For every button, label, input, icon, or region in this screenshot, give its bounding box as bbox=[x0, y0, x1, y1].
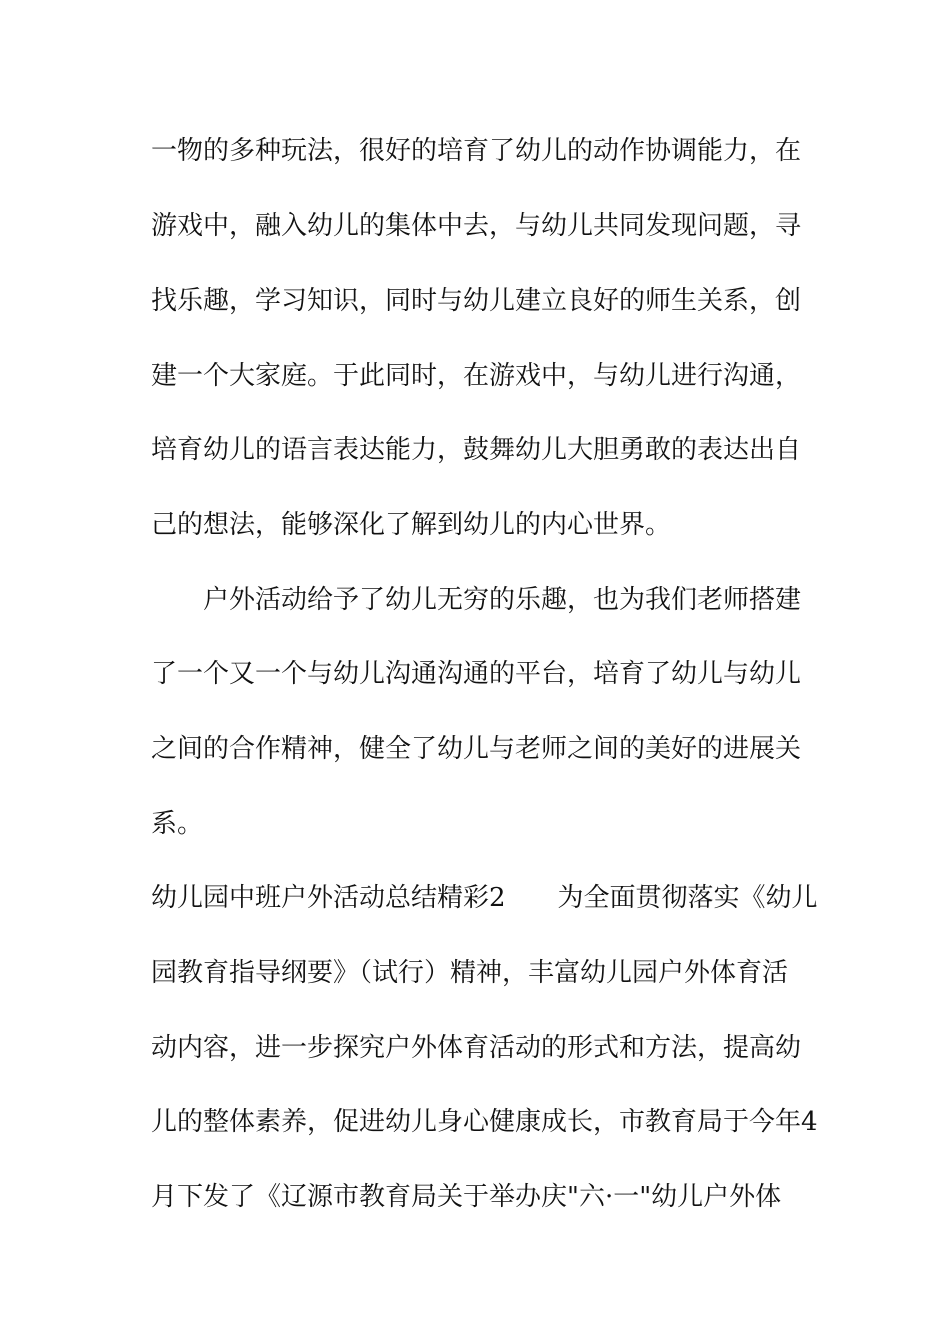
text-line-3: 找乐趣，学习知识，同时与幼儿建立良好的师生关系，创 bbox=[151, 286, 802, 316]
text-line-11: 幼儿园中班户外活动总结精彩2 为全面贯彻落实《幼儿 bbox=[151, 883, 818, 913]
text-line-2: 游戏中，融入幼儿的集体中去，与幼儿共同发现问题，寻 bbox=[151, 211, 802, 241]
text-line-15: 月下发了《辽源市教育局关于举办庆"六·一"幼儿户外体 bbox=[151, 1182, 782, 1212]
text-line-4: 建一个大家庭。于此同时，在游戏中，与幼儿进行沟通， bbox=[151, 361, 802, 391]
text-line-9: 之间的合作精神，健全了幼儿与老师之间的美好的进展关 bbox=[151, 734, 802, 764]
text-line-14: 儿的整体素养，促进幼儿身心健康成长，市教育局于今年4 bbox=[151, 1107, 818, 1137]
text-line-13: 动内容，进一步探究户外体育活动的形式和方法，提高幼 bbox=[151, 1033, 802, 1063]
text-line-5: 培育幼儿的语言表达能力，鼓舞幼儿大胆勇敢的表达出自 bbox=[151, 435, 802, 465]
text-line-10: 系。 bbox=[151, 809, 204, 839]
text-line-12: 园教育指导纲要》（试行）精神，丰富幼儿园户外体育活 bbox=[151, 958, 789, 988]
text-line-8: 了一个又一个与幼儿沟通沟通的平台，培育了幼儿与幼儿 bbox=[151, 659, 802, 689]
text-line-1: 一物的多种玩法，很好的培育了幼儿的动作协调能力，在 bbox=[151, 136, 802, 166]
text-line-6: 己的想法，能够深化了解到幼儿的内心世界。 bbox=[151, 510, 672, 540]
text-line-7: 户外活动给予了幼儿无穷的乐趣，也为我们老师搭建 bbox=[203, 585, 802, 615]
